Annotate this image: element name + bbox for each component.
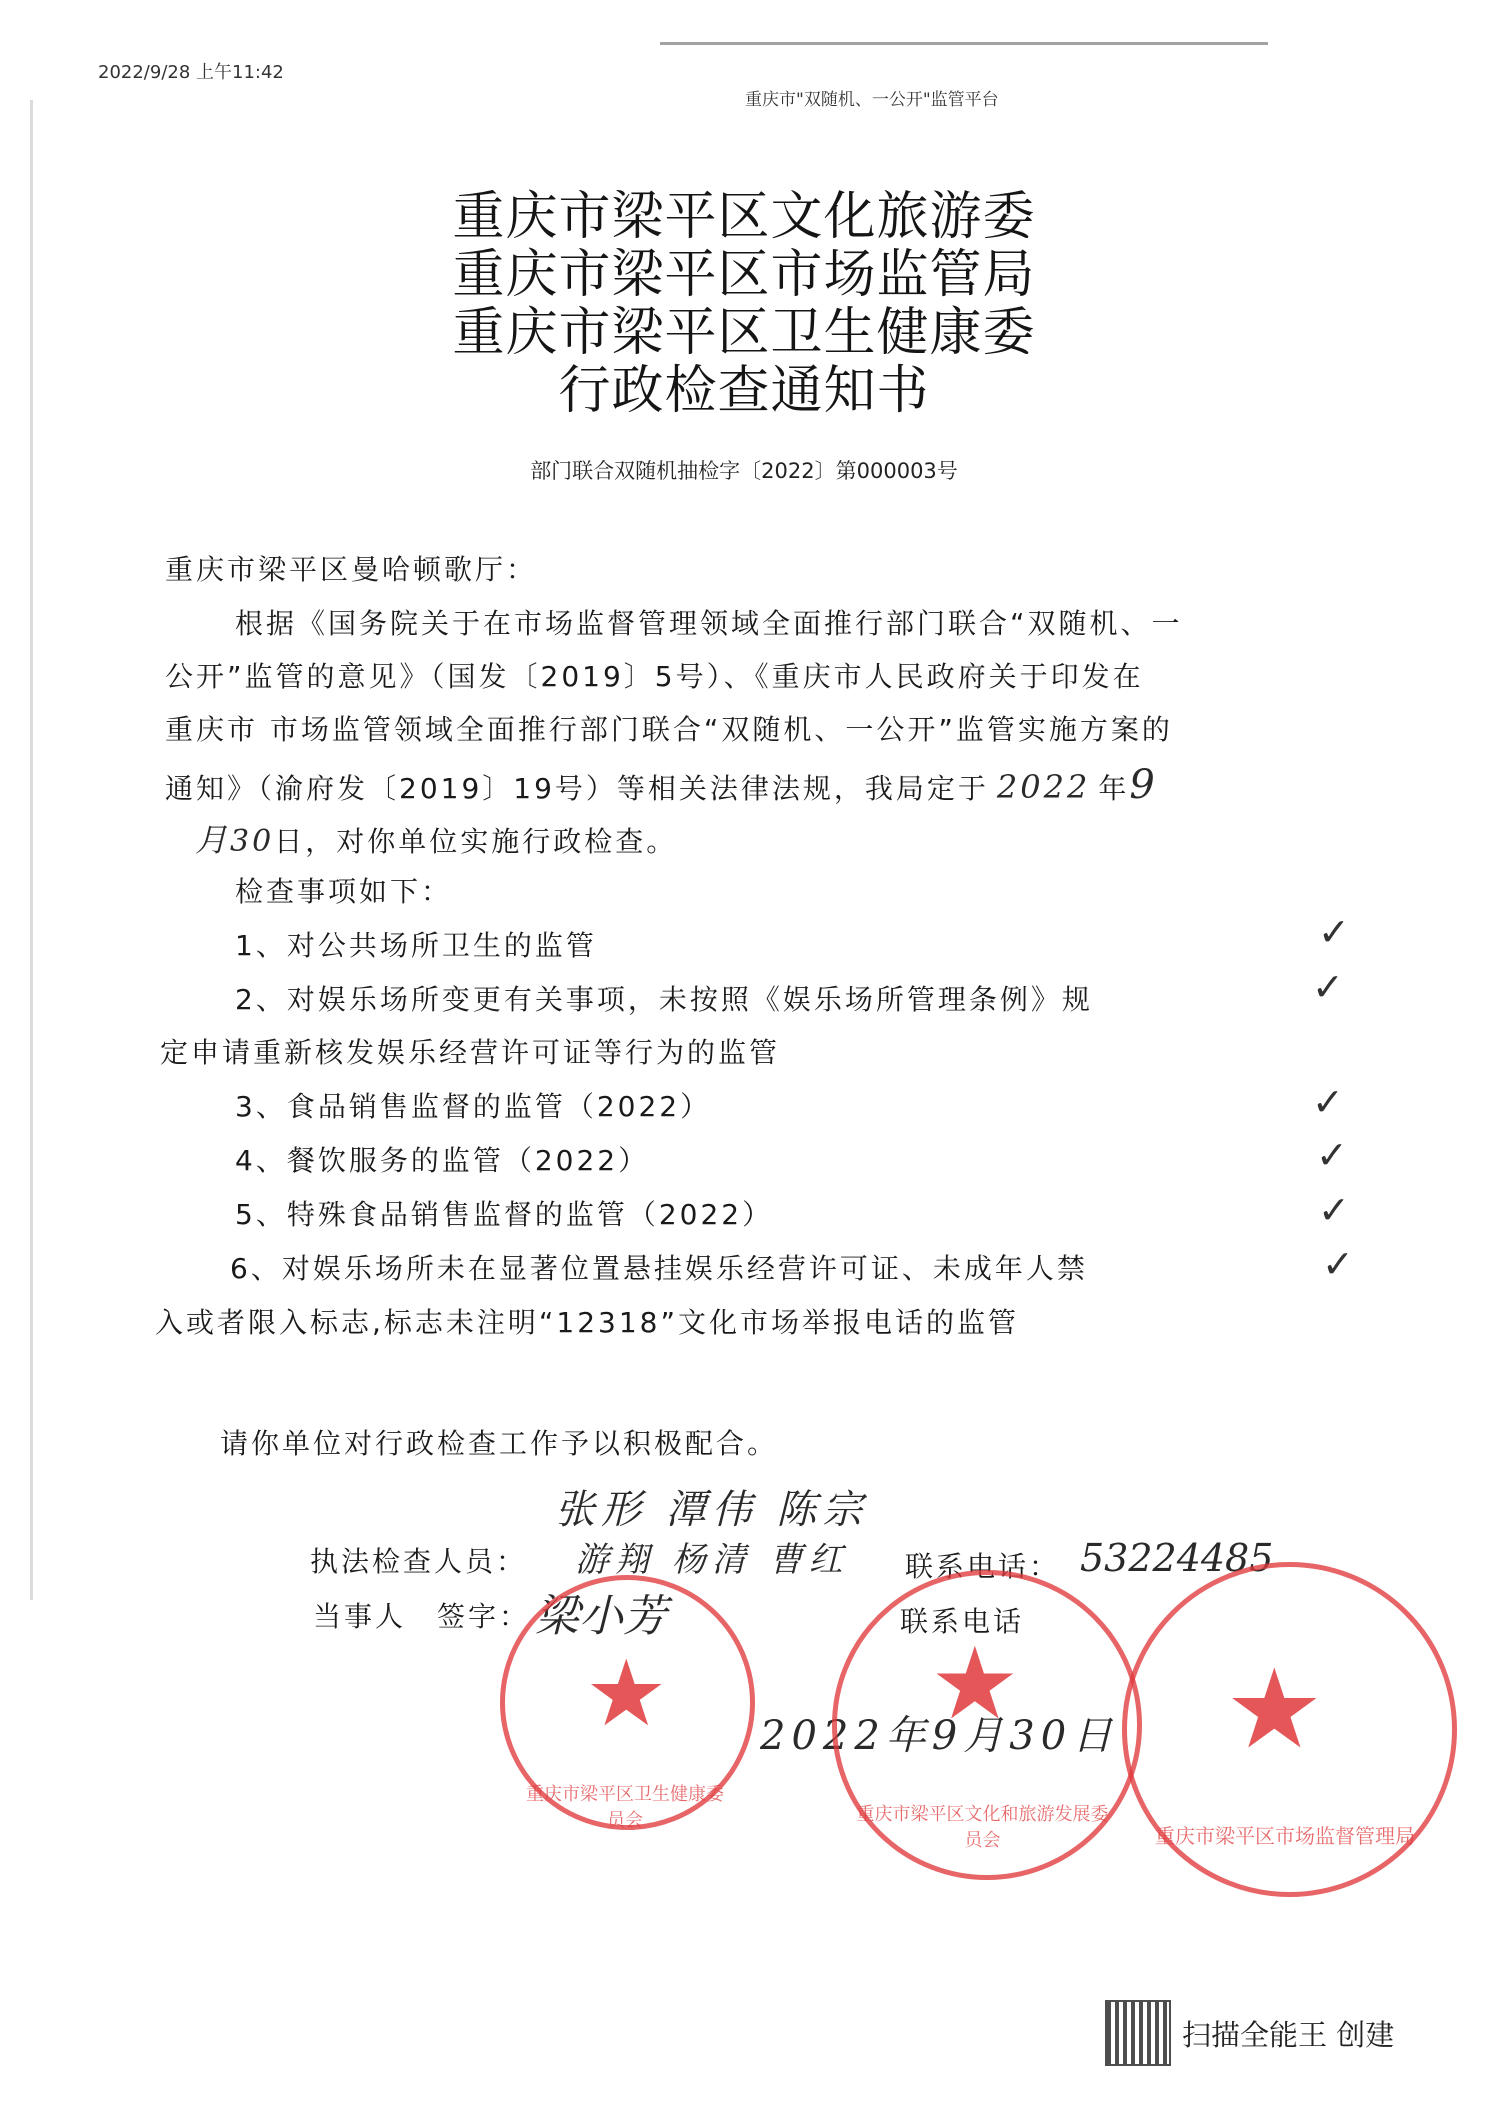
phone-value: 53224485 — [1080, 1536, 1274, 1580]
item-6-cont: 入或者限入标志,标志未注明“12318”文化市场举报电话的监管 — [155, 1306, 1019, 1339]
item-2: 2、对娱乐场所变更有关事项，未按照《娱乐场所管理条例》规 — [235, 983, 1093, 1016]
inspector-label: 执法检查人员： — [310, 1545, 528, 1578]
handwritten-day: 30 — [230, 824, 275, 859]
item-4: 4、餐饮服务的监管（2022） — [235, 1144, 650, 1177]
scanner-watermark: 扫描全能王 创建 — [1182, 2018, 1395, 2052]
stamp-2-text: 重庆市梁平区文化和旅游发展委员会 — [856, 1804, 1109, 1851]
handwritten-month: 9 — [1129, 762, 1158, 808]
year-label: 年 — [1098, 772, 1130, 805]
inspector-signatures-2: 游翔 杨清 曹红 — [575, 1540, 849, 1580]
paragraph-line-1: 根据《国务院关于在市场监督管理领域全面推行部门联合“双随机、一 — [235, 607, 1183, 640]
check-mark-icon: ✓ — [1312, 1080, 1344, 1124]
check-mark-icon: ✓ — [1312, 965, 1344, 1009]
item-5: 5、特殊食品销售监督的监管（2022） — [235, 1198, 774, 1231]
stamp-3-text: 重庆市梁平区市场监督管理局 — [1155, 1824, 1415, 1848]
platform-name: 重庆市"双随机、一公开"监管平台 — [745, 90, 999, 110]
check-mark-icon: ✓ — [1316, 1133, 1348, 1177]
paragraph-line-5-text: 日，对你单位实施行政检查。 — [274, 825, 678, 858]
title-line-3: 重庆市梁平区卫生健康委 — [452, 303, 1036, 363]
check-mark-icon: ✓ — [1318, 910, 1350, 954]
item-1: 1、对公共场所卫生的监管 — [235, 929, 597, 962]
stamp-star-icon: ★ — [1225, 1645, 1324, 1773]
stamp-1-text: 重庆市梁平区卫生健康委员会 — [526, 1784, 724, 1831]
stamp-star-icon: ★ — [585, 1640, 668, 1747]
document-titles — [0, 188, 1488, 420]
paragraph-line-4-text: 通知》（渝府发〔2019〕19号）等相关法律法规，我局定于 — [165, 772, 989, 805]
signed-date: 2022年9月30日 — [760, 1713, 1119, 1759]
check-mark-icon: ✓ — [1318, 1188, 1350, 1232]
party-signature: 梁小芳 — [535, 1591, 667, 1642]
document-number: 部门联合双随机抽检字〔2022〕第000003号 — [530, 459, 958, 483]
check-mark-icon: ✓ — [1322, 1242, 1354, 1286]
recipient: 重庆市梁平区曼哈顿歌厅： — [165, 553, 538, 586]
item-6: 6、对娱乐场所未在显著位置悬挂娱乐经营许可证、未成年人禁 — [230, 1252, 1088, 1285]
title-line-2: 重庆市梁平区市场监管局 — [452, 245, 1036, 305]
party-phone-label: 联系电话 — [900, 1605, 1025, 1638]
paragraph-line-4 — [165, 762, 1375, 808]
items-heading: 检查事项如下： — [235, 875, 453, 908]
item-3: 3、食品销售监督的监管（2022） — [235, 1090, 712, 1123]
handwritten-year: 2022 — [996, 768, 1091, 806]
paragraph-line-3: 重庆市 市场监管领域全面推行部门联合“双随机、一公开”监管实施方案的 — [165, 713, 1173, 746]
phone-label: 联系电话： — [905, 1550, 1061, 1583]
paragraph-line-2: 公开”监管的意见》（国发〔2019〕5号）、《重庆市人民政府关于印发在 — [165, 660, 1144, 693]
closing-line: 请你单位对行政检查工作予以积极配合。 — [220, 1427, 779, 1460]
stamp-star-icon: ★ — [930, 1625, 1020, 1742]
item-2-cont: 定申请重新核发娱乐经营许可证等行为的监管 — [160, 1036, 781, 1069]
month-label: 月 — [195, 821, 231, 859]
scan-top-line — [660, 42, 1268, 45]
party-label: 当事人 签字： — [313, 1600, 531, 1633]
print-timestamp: 2022/9/28 上午11:42 — [98, 62, 284, 83]
title-line-4: 行政检查通知书 — [558, 361, 930, 421]
inspector-signatures-1: 张形 潭伟 陈宗 — [555, 1487, 869, 1533]
title-line-1: 重庆市梁平区文化旅游委 — [452, 187, 1036, 247]
qr-code-icon — [1105, 2000, 1171, 2066]
paragraph-line-5 — [195, 815, 1405, 861]
